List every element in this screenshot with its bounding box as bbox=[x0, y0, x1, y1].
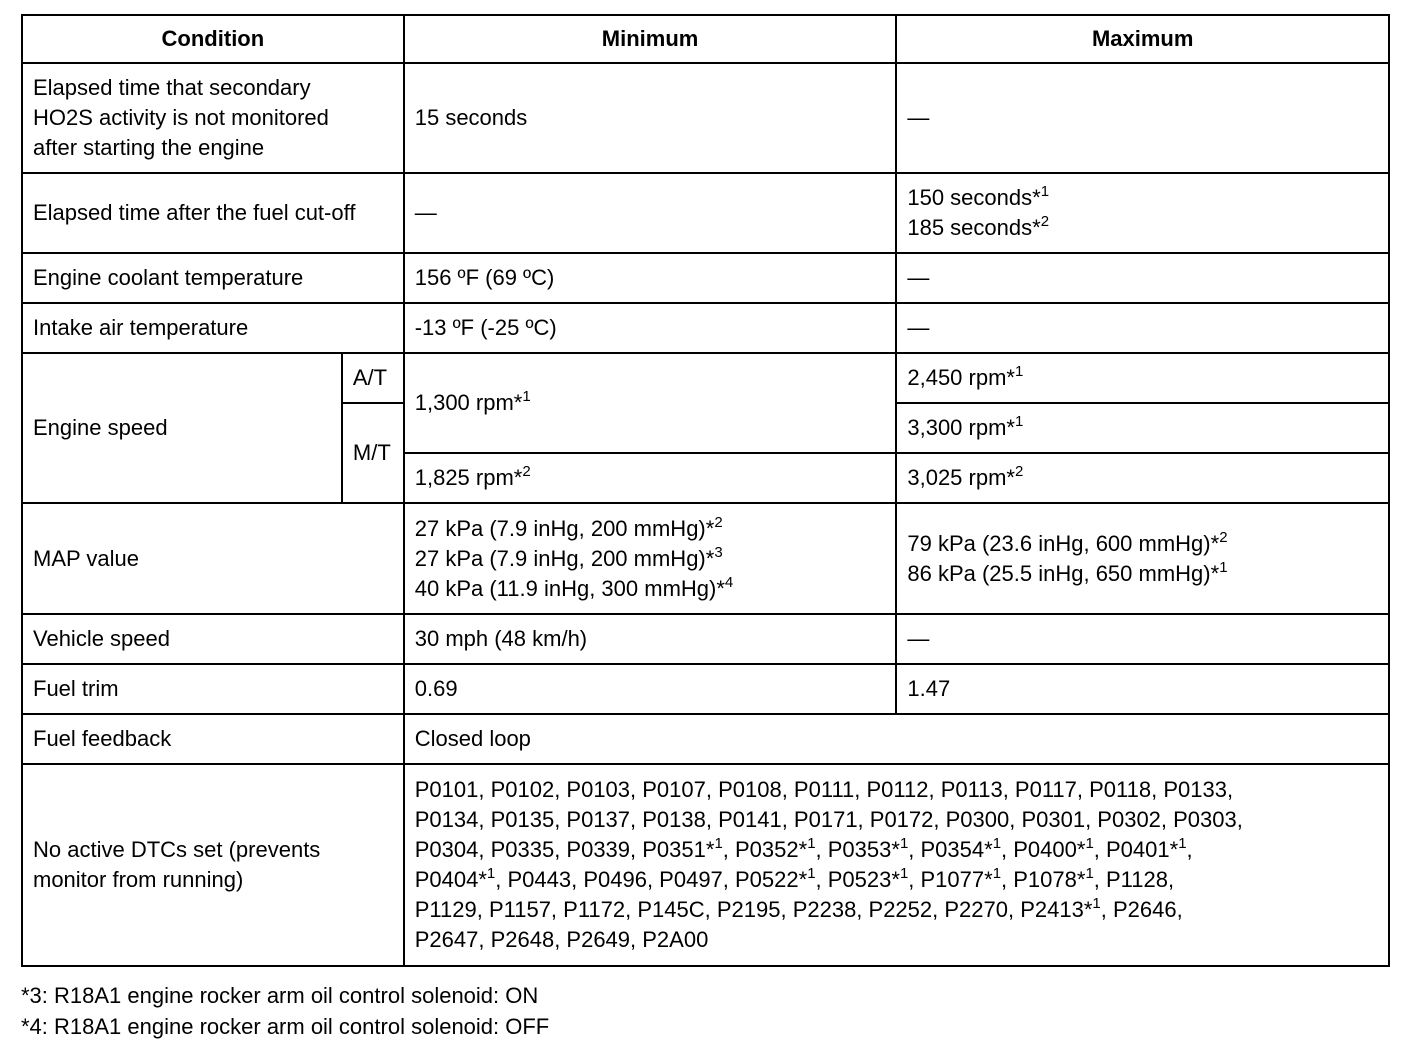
dtcs-condition-line: monitor from running) bbox=[33, 867, 244, 892]
header-row bbox=[22, 15, 1389, 63]
dtc-line: P1129, P1157, P1172, P145C, P2195, P2238, P2252, P2270, P2413*$^1$, P2646, bbox=[414, 895, 1183, 922]
fuel-cut-min: — bbox=[404, 173, 897, 253]
coolant-min: 156 ºF (69 ºC) bbox=[404, 253, 897, 303]
row-vehicle-speed bbox=[22, 614, 1389, 664]
fuel-cut-condition: Elapsed time after the fuel cut-off bbox=[22, 173, 404, 253]
header-minimum: Minimum bbox=[404, 15, 897, 63]
dtc-line: P0101, P0102, P0103, P0107, P0108, P0111, P0112, P0113, P0117, P0118, P0133, bbox=[414, 777, 1234, 802]
engine-speed-condition: Engine speed bbox=[22, 353, 342, 503]
footnote: *4: R18A1 engine rocker arm oil control solenoid: OFF bbox=[21, 1014, 550, 1039]
fuel-feedback-condition: Fuel feedback bbox=[22, 714, 404, 764]
row-coolant bbox=[22, 253, 1389, 303]
intake-condition: Intake air temperature bbox=[22, 303, 404, 353]
row-fuel-feedback bbox=[22, 714, 1389, 764]
ho2s-condition-line: Elapsed time that secondary bbox=[33, 75, 311, 100]
ho2s-condition-line: HO2S activity is not monitored bbox=[33, 105, 329, 130]
dtcs-condition-line: No active DTCs set (prevents bbox=[33, 837, 321, 862]
coolant-max: — bbox=[896, 253, 1389, 303]
row-intake bbox=[22, 303, 1389, 353]
engine-speed-min-b: 1,825 rpm*$^2$ bbox=[404, 453, 897, 503]
ho2s-max: — bbox=[896, 63, 1389, 173]
engine-speed-at-label: A/T bbox=[342, 353, 404, 403]
row-fuel-trim bbox=[22, 664, 1389, 714]
intake-max: — bbox=[896, 303, 1389, 353]
map-min bbox=[404, 503, 897, 614]
header-maximum: Maximum bbox=[896, 15, 1389, 63]
footnotes bbox=[21, 980, 549, 1042]
row-ho2s bbox=[22, 63, 1389, 173]
map-max-line: 86 kPa (25.5 inHg, 650 mmHg)*$^1$ bbox=[907, 558, 1228, 586]
engine-speed-max-at: 2,450 rpm*$^1$ bbox=[896, 353, 1389, 403]
fuel-trim-condition: Fuel trim bbox=[22, 664, 404, 714]
row-fuel-cut bbox=[22, 173, 1389, 253]
dtc-line: P0304, P0335, P0339, P0351*$^1$, P0352*$^1$, P0353*$^1$, P0354*$^1$, P0400*$^1$, P0401*$^1$, bbox=[414, 835, 1193, 862]
map-min-line: 40 kPa (11.9 inHg, 300 mmHg)*$^4$ bbox=[414, 573, 734, 601]
conditions-table bbox=[21, 14, 1390, 967]
ho2s-condition bbox=[22, 63, 404, 173]
engine-speed-max-mt: 3,300 rpm*$^1$ bbox=[896, 403, 1389, 453]
map-min-line: 27 kPa (7.9 inHg, 200 mmHg)*$^3$ bbox=[414, 543, 723, 571]
footnote: *3: R18A1 engine rocker arm oil control solenoid: ON bbox=[21, 983, 539, 1008]
engine-speed-mt-label: M/T bbox=[342, 403, 404, 503]
map-max-line: 79 kPa (23.6 inHg, 600 mmHg)*$^2$ bbox=[907, 528, 1228, 556]
vehicle-speed-condition: Vehicle speed bbox=[22, 614, 404, 664]
fuel-cut-max-line: 150 seconds*$^1$ bbox=[907, 183, 1050, 210]
dtc-line: P2647, P2648, P2649, P2A00 bbox=[414, 927, 709, 952]
dtc-line: P0404*$^1$, P0443, P0496, P0497, P0522*$^1$, P0523*$^1$, P1077*$^1$, P1078*$^1$, P1128, bbox=[414, 865, 1175, 892]
fuel-trim-max: 1.47 bbox=[896, 664, 1389, 714]
fuel-cut-max bbox=[896, 173, 1389, 253]
row-engine-speed-at bbox=[22, 353, 1389, 403]
row-map bbox=[22, 503, 1389, 614]
fuel-feedback-value: Closed loop bbox=[404, 714, 1389, 764]
fuel-trim-min: 0.69 bbox=[404, 664, 897, 714]
intake-min: -13 ºF (-25 ºC) bbox=[404, 303, 897, 353]
dtcs-list bbox=[404, 764, 1389, 966]
map-max bbox=[896, 503, 1389, 614]
map-min-line: 27 kPa (7.9 inHg, 200 mmHg)*$^2$ bbox=[414, 513, 723, 541]
engine-speed-min-a: 1,300 rpm*$^1$ bbox=[404, 353, 897, 453]
ho2s-condition-line: after starting the engine bbox=[33, 135, 265, 160]
coolant-condition: Engine coolant temperature bbox=[22, 253, 404, 303]
dtc-line: P0134, P0135, P0137, P0138, P0141, P0171, P0172, P0300, P0301, P0302, P0303, bbox=[414, 807, 1243, 832]
header-condition: Condition bbox=[22, 15, 404, 63]
map-condition: MAP value bbox=[22, 503, 404, 614]
ho2s-min: 15 seconds bbox=[404, 63, 897, 173]
vehicle-speed-min: 30 mph (48 km/h) bbox=[404, 614, 897, 664]
engine-speed-max-b: 3,025 rpm*$^2$ bbox=[896, 453, 1389, 503]
vehicle-speed-max: — bbox=[896, 614, 1389, 664]
row-dtcs bbox=[22, 764, 1389, 966]
dtcs-condition bbox=[22, 764, 404, 966]
fuel-cut-max-line: 185 seconds*$^2$ bbox=[907, 213, 1050, 240]
